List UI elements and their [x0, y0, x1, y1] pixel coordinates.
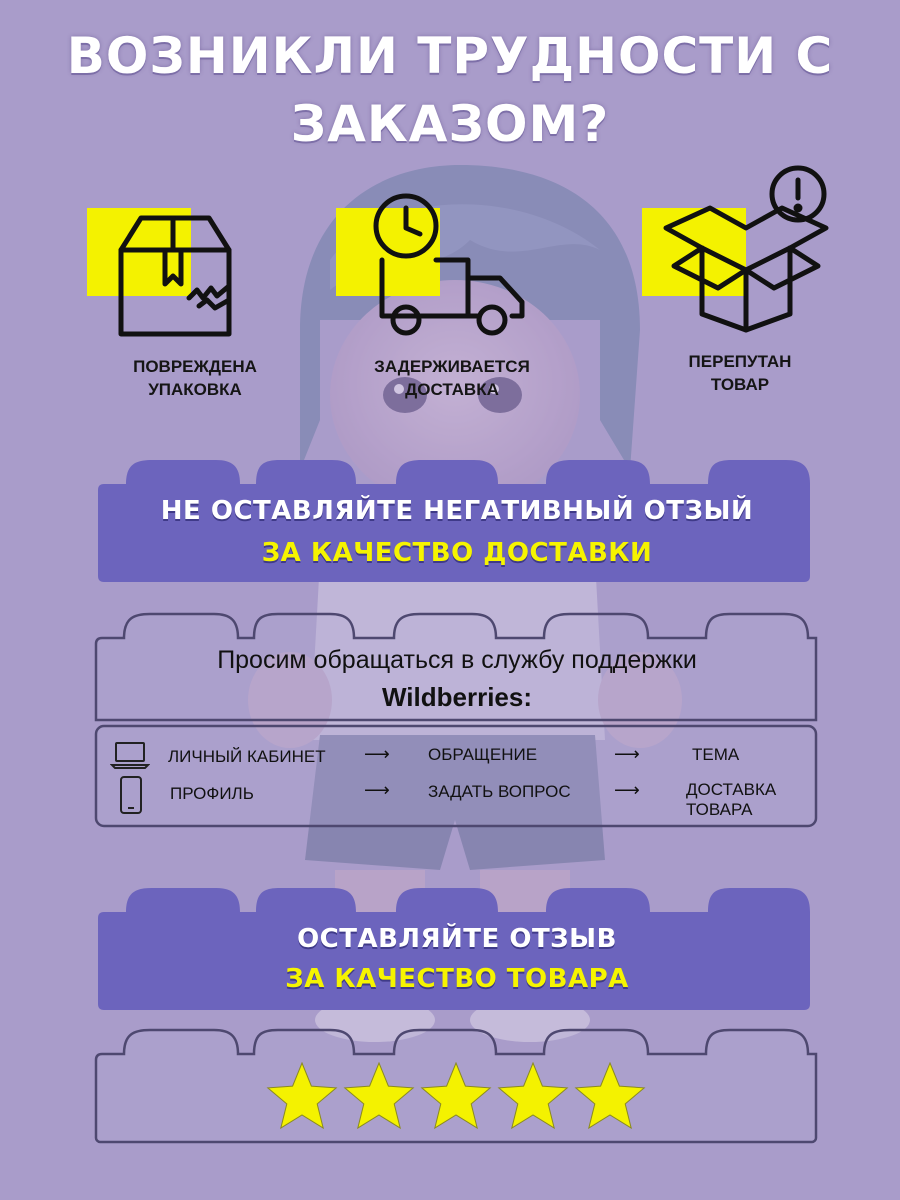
title-line-1: ВОЗНИКЛИ ТРУДНОСТИ С: [66, 27, 834, 85]
issue-label-line-1: ПЕРЕПУТАН: [688, 352, 792, 371]
route-1-step-2: ОБРАЩЕНИЕ: [428, 745, 538, 764]
banner-line-2: ЗА КАЧЕСТВО ТОВАРА: [285, 964, 629, 994]
open-box-alert-icon: [662, 164, 832, 336]
arrow-icon: ⟶: [614, 780, 640, 801]
arrow-icon: ⟶: [614, 744, 640, 765]
issue-label-line-1: ЗАДЕРЖИВАЕТСЯ: [374, 357, 530, 376]
issue-label-line-2: ТОВАР: [710, 375, 770, 394]
star-icon: [268, 1063, 336, 1128]
support-message: Просим обращаться в службу поддержки: [217, 646, 697, 674]
banner-no-negative-review: [96, 458, 818, 584]
arrow-icon: ⟶: [364, 744, 390, 765]
route-2-step-3-line-1: ДОСТАВКА: [686, 780, 777, 799]
banner-leave-review: [96, 884, 818, 1012]
route-1-step-1: ЛИЧНЫЙ КАБИНЕТ: [168, 747, 326, 766]
issue-label: [342, 355, 562, 401]
issue-label-line-1: ПОВРЕЖДЕНА: [133, 357, 257, 376]
star-icon: [576, 1063, 644, 1128]
rating-stars: [266, 1062, 646, 1132]
route-2-step-3: [686, 780, 776, 820]
damaged-box-icon: [117, 214, 233, 338]
banner-line-2: ЗА КАЧЕСТВО ДОСТАВКИ: [261, 538, 653, 568]
star-icon: [499, 1063, 567, 1128]
route-2-step-1: ПРОФИЛЬ: [170, 784, 254, 803]
issue-label-line-2: ДОСТАВКА: [405, 380, 499, 399]
page-title: [0, 22, 900, 158]
route-1-step-3: [692, 745, 739, 765]
issue-label: [630, 350, 850, 396]
route-2-step-3-line-2: ТОВАРА: [686, 800, 753, 819]
title-line-2: ЗАКАЗОМ?: [290, 95, 610, 153]
star-icon: [422, 1063, 490, 1128]
delivery-truck-clock-icon: [372, 190, 532, 340]
smartphone-icon: [118, 775, 144, 815]
star-icon: [345, 1063, 413, 1128]
laptop-icon: [110, 740, 150, 770]
arrow-icon: ⟶: [364, 780, 390, 801]
banner-line-1: НЕ ОСТАВЛЯЙТЕ НЕГАТИВНЫЙ ОТЗЫЙ: [160, 496, 754, 526]
route-2-step-2: ЗАДАТЬ ВОПРОС: [428, 782, 571, 801]
support-brand: Wildberries:: [381, 682, 533, 712]
issue-label-line-2: УПАКОВКА: [148, 380, 242, 399]
issue-label: [85, 355, 305, 401]
route-1-step-3-line-1: ТЕМА: [692, 745, 740, 764]
banner-line-1: ОСТАВЛЯЙТЕ ОТЗЫВ: [297, 924, 617, 954]
